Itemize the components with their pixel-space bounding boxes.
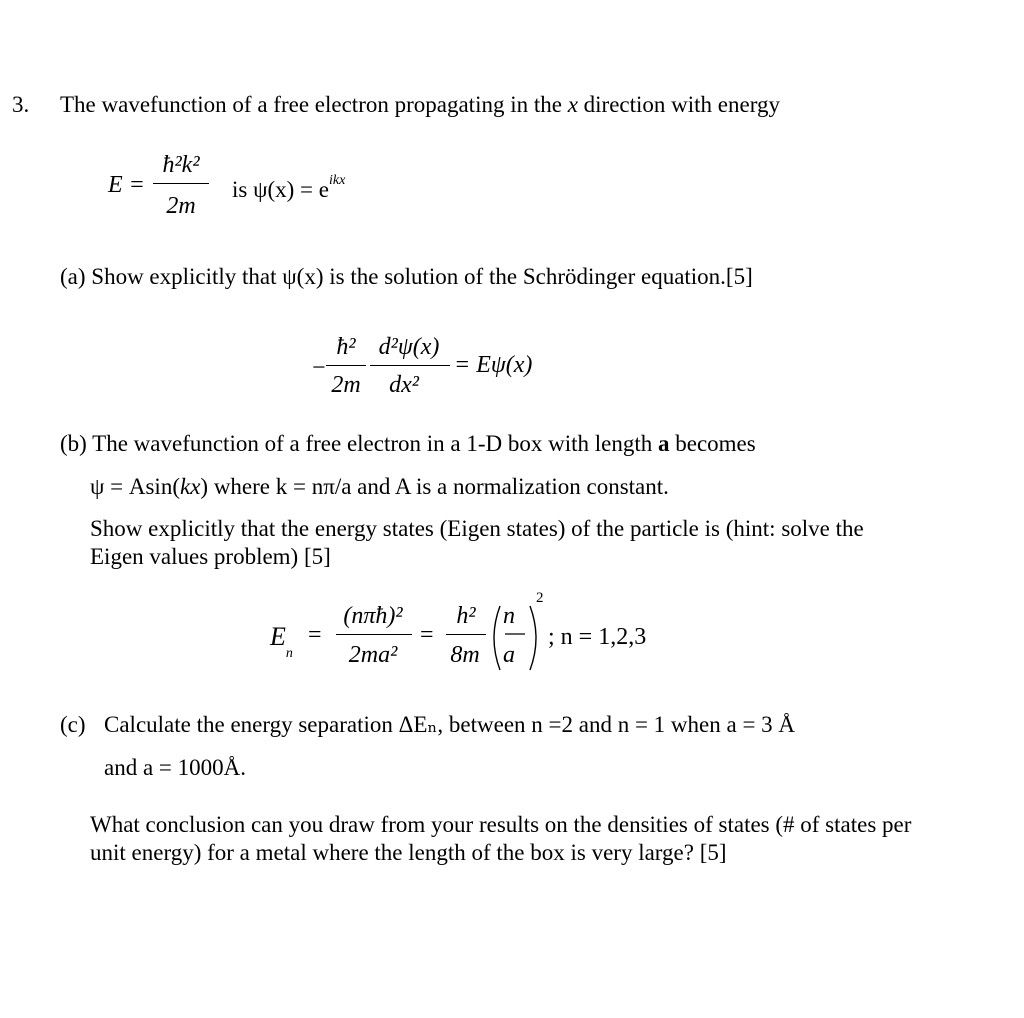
part-a-minus: − [312, 355, 326, 381]
energy-fraction-bar [153, 183, 209, 184]
wavefunction-text: is ψ(x) = e [232, 177, 329, 202]
problem-number: 3. [12, 92, 30, 117]
part-c-conclusion1: What conclusion can you draw from your results on the densities of states (# of states per [90, 812, 912, 837]
part-b-eq-equals1: = [308, 622, 322, 648]
part-a-bar1 [326, 365, 366, 366]
part-b-line2-start: ψ = Asin( [90, 474, 180, 499]
intro-variable: x [567, 92, 578, 117]
part-b-eq-bar1 [336, 634, 412, 635]
part-b-eq-bar2 [446, 634, 486, 635]
part-a-den2: dx² [389, 372, 419, 398]
part-b-line2-end: ) where k = nπ/a and A is a normalization constant. [200, 474, 669, 499]
part-b-line1-end: becomes [675, 431, 756, 456]
part-b-eq-num2: h² [456, 603, 476, 629]
part-a-text: (a) Show explicitly that ψ(x) is the solution of the Schrödinger equation.[5] [60, 264, 753, 289]
part-b-eq-equals2: = [420, 622, 434, 648]
part-b-line4: Eigen values problem) [5] [90, 544, 331, 569]
energy-numerator: ħ²k² [162, 152, 200, 178]
part-a-num1: ħ² [336, 334, 356, 360]
part-c-conclusion2: unit energy) for a metal where the length of the box is very large? [5] [90, 840, 727, 865]
part-b-eq-E: E [270, 622, 286, 651]
part-b-eq-den2: 8m [450, 642, 480, 668]
part-b-line2-var: kx [179, 474, 201, 499]
part-c-line1: Calculate the energy separation ΔEₙ, between n =2 and n = 1 when a = 3 Å [104, 712, 796, 737]
part-b-eq-lhs [270, 622, 293, 662]
part-a-den1: 2m [331, 372, 361, 398]
intro-text: The wavefunction of a free electron propagating in the [60, 92, 562, 117]
part-b-eq-tail: ; n = 1,2,3 [548, 624, 647, 650]
part-b-length-a: a [658, 431, 670, 456]
part-c-line2: and a = 1000Å. [104, 755, 246, 780]
energy-denominator: 2m [166, 193, 196, 219]
part-b-eq-num1: (nπħ)² [343, 603, 403, 629]
energy-wavefunction [232, 173, 346, 204]
part-b-line3: Show explicitly that the energy states (Eigen states) of the particle is (hint: solve the [90, 516, 864, 541]
part-a-num2: d²ψ(x) [378, 334, 440, 360]
intro-end: direction with energy [583, 92, 780, 117]
part-b-eq-paren-num: n [503, 603, 515, 629]
part-b-line1-start: (b) The wavefunction of a free electron in a 1-D box with length [60, 431, 653, 456]
problem-intro [60, 91, 780, 119]
part-a-rhs: = Eψ(x) [454, 352, 533, 378]
part-b-eq-den1: 2ma² [348, 642, 398, 668]
part-b-eq-sub: n [285, 646, 293, 662]
part-a-bar2 [370, 365, 450, 366]
wavefunction-exponent: ikx [329, 173, 346, 189]
part-c-label: (c) [60, 712, 86, 737]
part-b-eq-paren-den: a [503, 642, 515, 668]
part-b-eq-power: 2 [536, 590, 544, 606]
part-b-line1 [60, 430, 756, 458]
energy-lhs: E = [108, 172, 145, 198]
part-b-line2 [90, 473, 669, 501]
